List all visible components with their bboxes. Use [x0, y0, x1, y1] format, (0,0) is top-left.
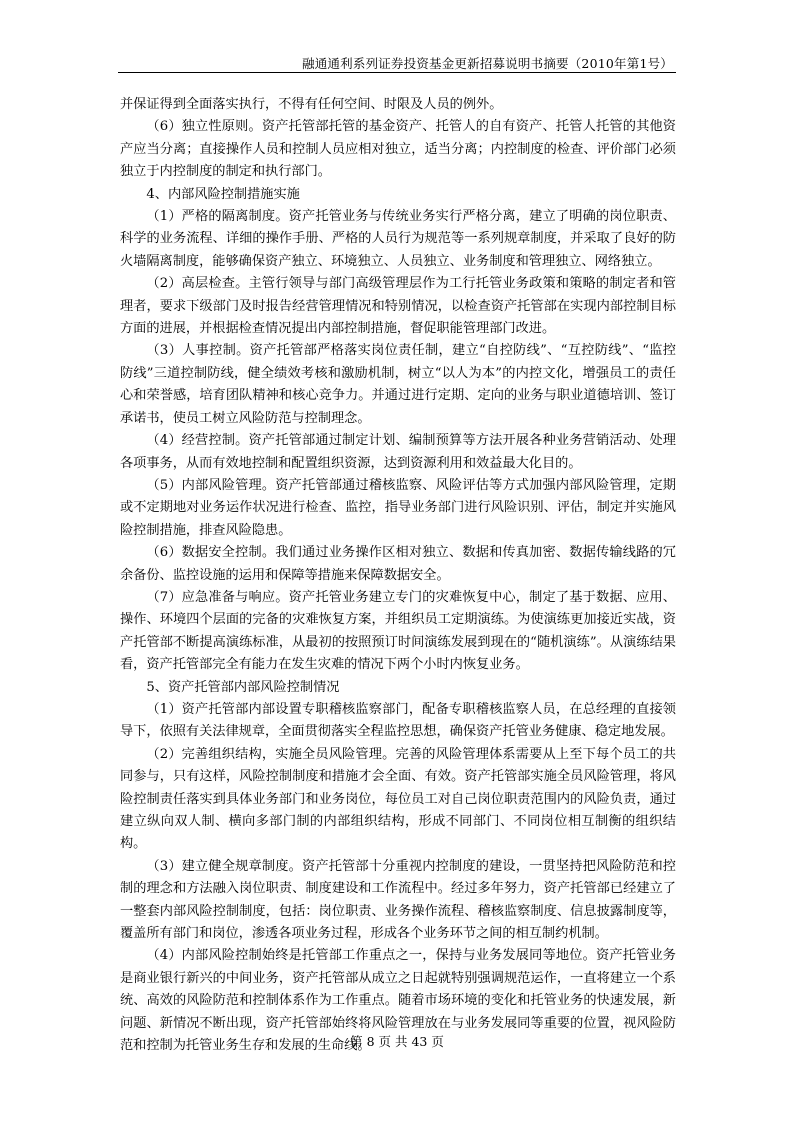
running-header: 融通通利系列证券投资基金更新招募说明书摘要（2010年第1号）	[302, 56, 673, 71]
paragraph: （4）经营控制。资产托管部通过制定计划、编制预算等方法开展各种业务营销活动、处理各项事务，从而有效地控制和配置组织资源，达到资源利用和效益最大化目的。	[120, 433, 676, 471]
paragraph: （1）严格的隔离制度。资产托管业务与传统业务实行严格分离，建立了明确的岗位职责、科学的业务流程、详细的操作手册、严格的人员行为规范等一系列规章制度，并采取了良好的防火墙隔离制度，能够确保资产独立、环境独立、人员独立、业务制度和管理独立、网络独立。	[120, 209, 676, 269]
paragraph: （4）内部风险控制始终是托管部工作重点之一，保持与业务发展同等地位。资产托管业务是商业银行新兴的中间业务，资产托管部从成立之日起就特别强调规范运作，一直将建立一个系统、高效的风险防范和控制体系作为工作重点。随着市场环境的变化和托管业务的快速发展，新问题、新情况不断出现，资产托管部始终将风险管理放在与业务发展同等重要的位置，视风险防范和控制为托管业务生存和发展的生命线。	[120, 948, 676, 1054]
paragraph: 并保证得到全面落实执行，不得有任何空间、时限及人员的例外。	[120, 97, 503, 112]
section-heading: 4、内部风险控制措施实施	[146, 186, 300, 202]
paragraph: （6）数据安全控制。我们通过业务操作区相对独立、数据和传真加密、数据传输线路的冗余备份、监控设施的运用和保障等措施来保障数据安全。	[120, 545, 676, 583]
paragraph: （2）高层检查。主管行领导与部门高级管理层作为工行托管业务政策和策略的制定者和管理者，要求下级部门及时报告经营管理情况和特别情况，以检查资产托管部在实现内部控制目标方面的进展，并根据检查情况提出内部控制措施，督促职能管理部门改进。	[120, 276, 676, 337]
section-heading: 5、资产托管部内部风险控制情况	[146, 679, 340, 695]
paragraph: （3）建立健全规章制度。资产托管部十分重视内控制度的建设，一贯坚持把风险防范和控制的理念和方法融入岗位职责、制度建设和工作流程中。经过多年努力，资产托管部已经建立了一整套内部风险控制制度，包括：岗位职责、业务操作流程、稽核监察制度、信息披露制度等，覆盖所有部门和岗位，渗透各项业务过程，形成各个业务环节之间的相互制约机制。	[120, 858, 676, 942]
paragraph: （1）资产托管部内部设置专职稽核监察部门，配备专职稽核监察人员，在总经理的直接领导下，依照有关法律规章，全面贯彻落实全程监控思想，确保资产托管业务健康、稳定地发展。	[120, 701, 676, 740]
paragraph: （7）应急准备与响应。资产托管业务建立专门的灾难恢复中心，制定了基于数据、应用、操作、环境四个层面的完备的灾难恢复方案，并组织员工定期演练。为使演练更加接近实战，资产托管部不断提高演练标准，从最初的按照预订时间演练发展到现在的“随机演练”。从演练结果看，资产托管部完全有能力在发生灾难的情况下两个小时内恢复业务。	[120, 589, 676, 673]
paragraph: （6）独立性原则。资产托管部托管的基金资产、托管人的自有资产、托管人托管的其他资产应当分离；直接操作人员和控制人员应相对独立，适当分离；内控制度的检查、评价部门必须独立于内控制度的制定和执行部门。	[120, 119, 676, 180]
paragraph: （2）完善组织结构，实施全员风险管理。完善的风险管理体系需要从上至下每个员工的共同参与，只有这样，风险控制制度和措施才会全面、有效。资产托管部实施全员风险管理，将风险控制责任落实到具体业务部门和业务岗位，每位员工对自己岗位职责范围内的风险负责，通过建立纵向双人制、横向多部门制的内部组织结构，形成不同部门、不同岗位相互制衡的组织结构。	[120, 746, 676, 852]
header-rule	[118, 72, 676, 73]
paragraph: （5）内部风险管理。资产托管部通过稽核监察、风险评估等方式加强内部风险管理，定期或不定期地对业务运作状况进行检查、监控，指导业务部门进行风险识别、评估，制定并实施风险控制措施，排查风险隐患。	[120, 477, 676, 538]
paragraph: （3）人事控制。资产托管部严格落实岗位责任制，建立“自控防线”、“互控防线”、“监控防线”三道控制防线，健全绩效考核和激励机制，树立“以人为本”的内控文化，增强员工的责任心和荣誉感，培育团队精神和核心竞争力。并通过进行定期、定向的业务与职业道德培训、签订承诺书，使员工树立风险防范与控制理念。	[120, 343, 676, 426]
page-number: 第 8 页 共 43 页	[350, 1034, 444, 1049]
body-text	[120, 94, 676, 1057]
